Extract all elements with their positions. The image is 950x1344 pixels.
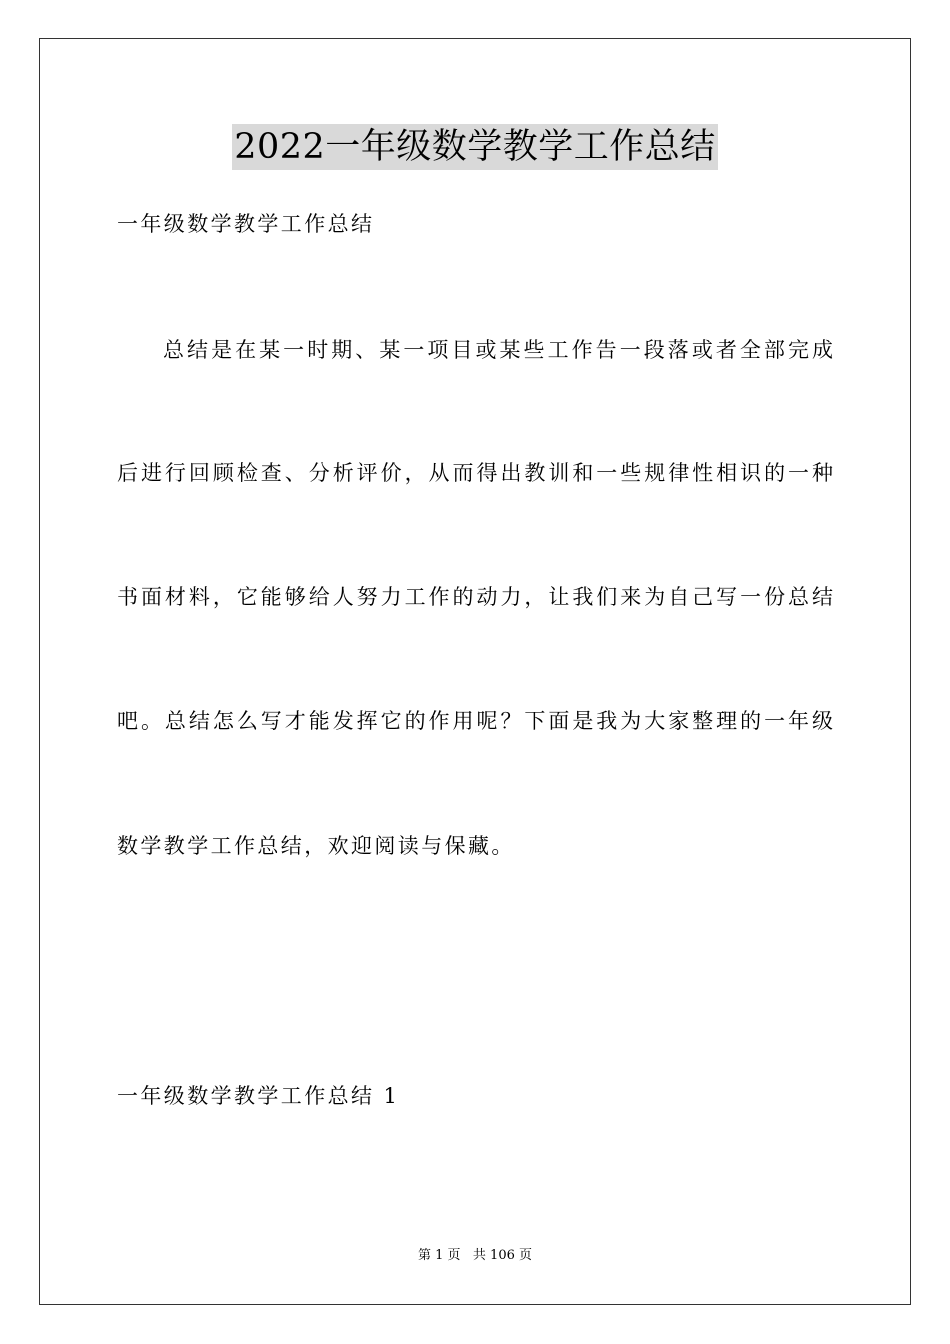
section-heading: 一年级数学教学工作总结 1	[117, 1084, 400, 1108]
document-title: 2022一年级数学教学工作总结	[232, 124, 718, 170]
page-footer: 第 1 页 共 106 页	[417, 1248, 532, 1263]
intro-paragraph-line-3: 书面材料，它能够给人努力工作的动力，让我们来为自己写一份总结	[117, 585, 833, 609]
document-subtitle: 一年级数学教学工作总结	[117, 212, 375, 236]
title-container	[0, 124, 950, 170]
intro-paragraph-line-1: 总结是在某一时期、某一项目或某些工作告一段落或者全部完成	[163, 338, 833, 362]
intro-paragraph-line-4: 吧。总结怎么写才能发挥它的作用呢？下面是我为大家整理的一年级	[117, 709, 833, 733]
intro-paragraph-line-5: 数学教学工作总结，欢迎阅读与保藏。	[117, 834, 515, 858]
intro-paragraph-line-2: 后进行回顾检查、分析评价，从而得出教训和一些规律性相识的一种	[117, 461, 833, 485]
